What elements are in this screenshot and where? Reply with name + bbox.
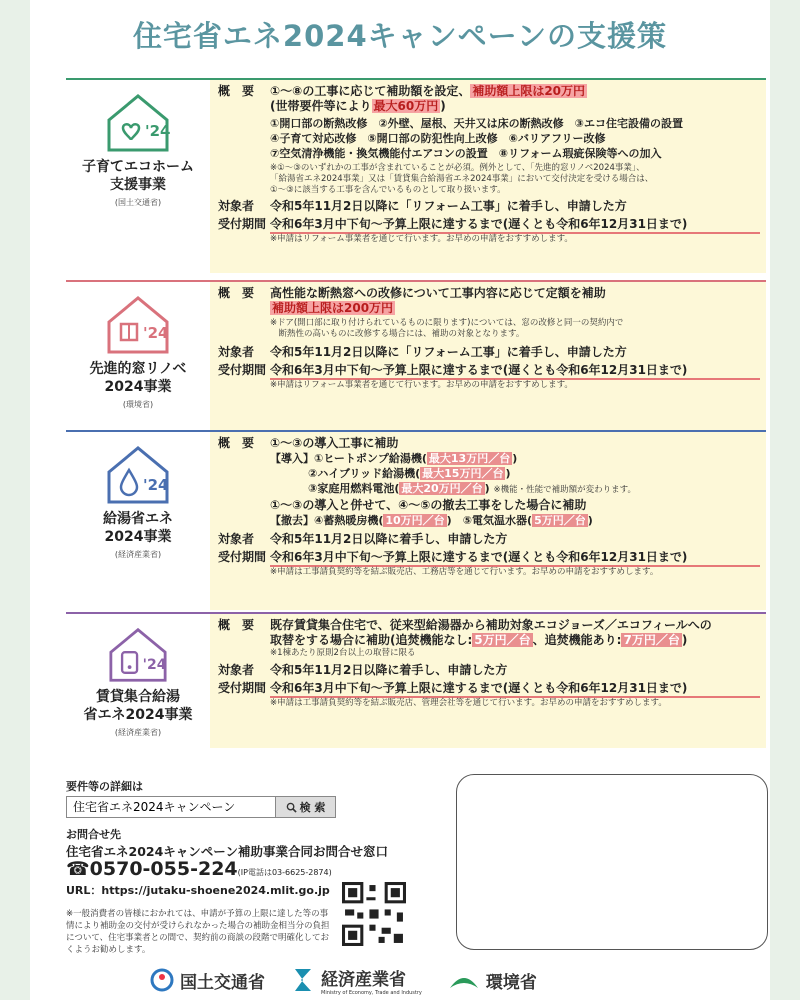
meti-emblem-icon [291,967,315,993]
search-button[interactable]: 検 索 [275,797,335,817]
contact-name: 住宅省エネ2024キャンペーン補助事業合同お問合せ窓口 [66,844,389,859]
section-chintai: '24 賃貸集合給湯 省エネ2024事業 (経済産業省) 概 要 既存賃貸集合住宅で、従来型給湯器から補助対象エコジョーズ／エコフィールへの 取替をする場合に補助(追焚機能なし: 5万円／台 、追焚機能あり: 7万円／台 ) ※1棟あたり原則2台以上の取替に限る 対象者 令和5年11月2日以降に着手し、申請した方 受付期間 令和6年3月中下旬〜予算上限に達するまで(遅くとも令和6年12月31日まで) ※申請は工事請負契約等を結ぶ販売店、管理会社等を通じて行います。お早めの申請をおすすめします。 [66,612,766,748]
svg-text:'24: '24 [142,657,167,674]
search-input[interactable] [67,797,275,817]
section-name: 賃貸集合給湯 省エネ2024事業 [83,689,193,723]
search-icon [286,802,297,813]
contact-label: お問合せ先 [66,828,121,841]
section-kosodate: '24 子育てエコホーム 支援事業 (国土交通省) 概 要 ①〜⑧の工事に応じて補助額を設定、 補助額上限は20万円 (世帯要件等により 最大60万円 ) ①開口部の断熱改修 ②外壁、屋根、天井又は床の断熱改修 ③エコ住宅設備の設置 ④子育て対応改修 ⑤開口部の防犯性向上改修 ⑥バリアフリー改修 ⑦空気清浄機能・換気機能付エアコンの設置 ⑧リフォーム瑕疵保険等への加入 ※①〜③のいずれかの工事が含まれていることが必須。例外として、「先進的窓リノベ2024事業」、 「給湯省エネ2024事業」又は「賃貸集合給湯省エネ2024事業」において交付決定を受ける場合は、 ①〜③に該当する工事を含んでいるものとして取り扱います。 対象者 令和5年11月2日以降に「リフォーム工事」に着手し、申請した方 受付期間 令和6年3月中下旬〜予算上限に達するまで(遅くとも令和6年12月31日まで) ※申請はリフォーム事業者を通じて行います。お早めの申請をおすすめします。 [66,78,766,273]
flyer-page [30,0,770,1000]
section-name: 給湯省エネ 2024事業 [103,511,173,545]
site-url[interactable]: URL：https://jutaku-shoene2024.mlit.go.jp [66,884,330,897]
env-emblem-icon [448,968,480,992]
section-name: 先進的窓リノベ 2024事業 [89,361,187,395]
search-box [66,796,336,818]
section-madoreno: '24 先進的窓リノベ 2024事業 (環境省) 概 要 高性能な断熱窓への改修について工事内容に応じて定額を補助 補助額上限は200万円 ※ドア(開口部に取り付けられているものに限ります)については、窓の改修と同一の契約内で 断熱性の高いものに改修する場合には、補助の対象となります。 対象者 令和5年11月2日以降に「リフォーム工事」に着手し、申請した方 受付期間 令和6年3月中下旬〜予算上限に達するまで(遅くとも令和6年12月31日まで) ※申請はリフォーム事業者を通じて行います。お早めの申請をおすすめします。 [66,280,766,430]
ministry-footer [150,960,670,1000]
house-water-heater-logo-icon [105,626,171,684]
house-window-logo-icon [105,294,171,356]
mlit-emblem-icon [150,968,174,992]
qr-code-icon [342,882,406,946]
highlight-max: 補助額上限は20万円 [472,84,586,98]
section-name: 子育てエコホーム 支援事業 [82,159,194,193]
mlit-logo: 国土交通省 [150,968,265,993]
meti-logo: 経済産業省 Ministry of Economy, Trade and Industry [291,965,422,996]
house-water-drop-logo-icon [105,444,171,506]
env-logo: 環境省 [448,968,537,993]
svg-text:'24: '24 [145,122,171,140]
blank-memo-box [456,774,768,950]
consumer-note: ※一般消費者の皆様におかれては、申請が予算の上限に達した等の事情により補助金の交付が受けられなかった場合の補助金相当分の負担について、住宅事業者との間で、契約前の商談の段階で明確化しておくようお勧めします。 [66,909,330,955]
phone-number: ☎0570-055-224(IP電話は03-6625-2874) [66,858,332,880]
svg-text:'24: '24 [143,324,169,342]
svg-text:'24: '24 [143,476,169,494]
page-title: 住宅省エネ2024キャンペーンの支援策 [132,19,668,53]
work-items: ①開口部の断熱改修 ②外壁、屋根、天井又は床の断熱改修 ③エコ住宅設備の設置 ④子育て対応改修 ⑤開口部の防犯性向上改修 ⑥バリアフリー改修 ⑦空気清浄機能・換気機能付エアコンの設置 ⑧リフォーム瑕疵保険等への加入 [270,117,683,160]
house-heart-logo-icon [105,92,171,154]
detail-label: 要件等の詳細は [66,780,143,793]
section-kyuto: '24 給湯省エネ 2024事業 (経済産業省) 概 要 ①〜③の導入工事に補助 【導入】①ヒートポンプ給湯機( 最大13万円／台 ) ②ハイブリッド給湯機( 最大15万円／台 ) ③家庭用燃料電池( 最大20万円／台 ) ※機能・性能で補助額が変わります。 ①〜③の導入と併せて、④〜⑤の撤去工事をした場合に補助 【撤去】④蓄熱暖房機( 10万円／台 ) ⑤電気温水器( 5万円／台 ) 対象者 令和5年11月2日以降に着手し、申請した方 受付期間 令和6年3月中下旬〜予算上限に達するまで(遅くとも令和6年12月31日まで) ※申請は工事請負契約等を結ぶ販売店、工務店等を通じて行います。お早めの申請をおすすめします。 [66,430,766,610]
ministry-label: (国土交通省) [114,198,162,207]
